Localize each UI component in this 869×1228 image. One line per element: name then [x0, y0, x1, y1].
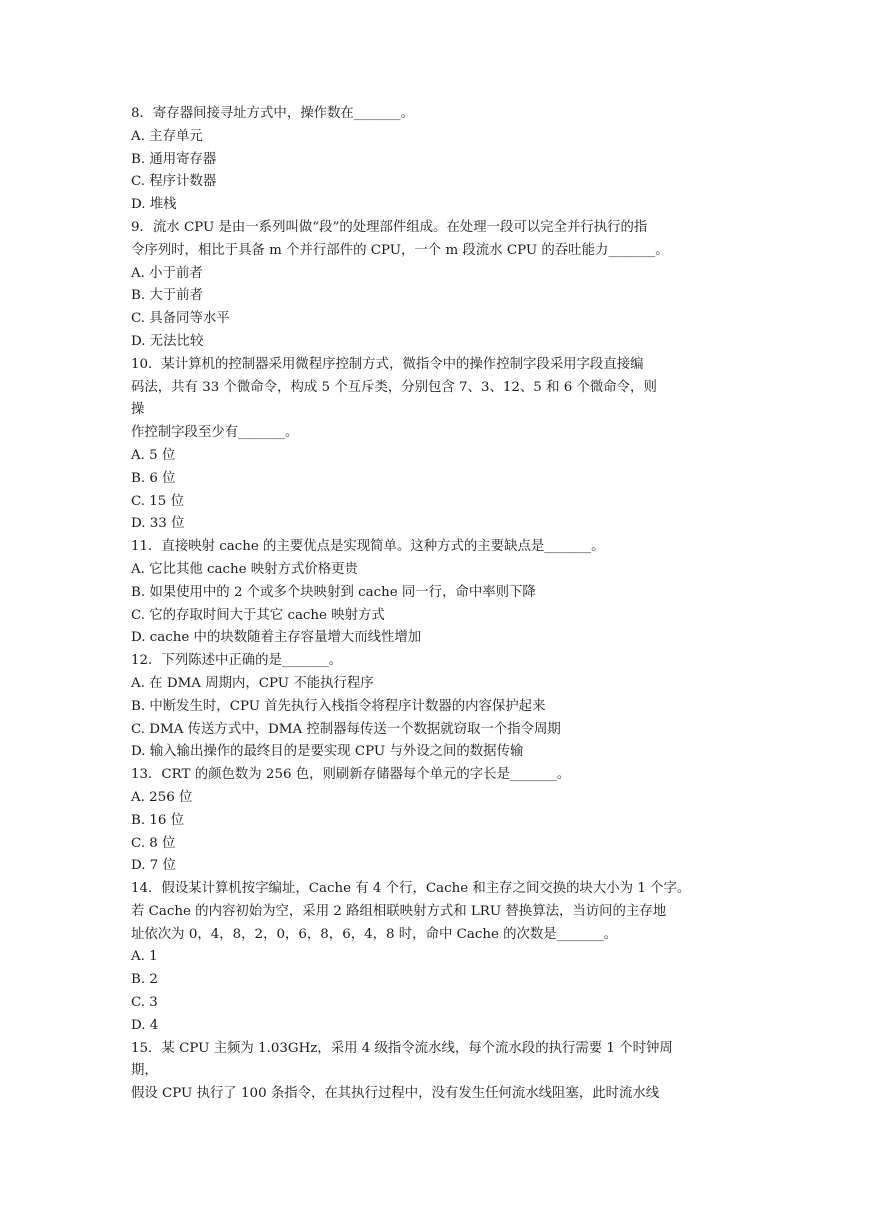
- text-line: 假设 CPU 执行了 100 条指令，在其执行过程中，没有发生任何流水线阻塞，此时流水线: [131, 1086, 660, 1102]
- text-line: A. 它比其他 cache 映射方式价格更贵: [131, 561, 358, 577]
- text-line: D. 无法比较: [131, 333, 204, 349]
- text-line: B. 大于前者: [131, 288, 203, 304]
- text-line: A. 小于前者: [131, 265, 203, 281]
- text-line: B. 通用寄存器: [131, 151, 217, 167]
- text-line: 若 Cache 的内容初始为空，采用 2 路组相联映射方式和 LRU 替换算法，当访问的主存地: [131, 903, 667, 919]
- text-line: B. 2: [131, 972, 158, 988]
- text-line: D. 33 位: [131, 516, 185, 532]
- text-line: 9．流水 CPU 是由一系列叫做“段”的处理部件组成。在处理一段可以完全并行执行的指: [131, 219, 648, 235]
- text-line: A. 256 位: [131, 789, 193, 805]
- text-line: C. 15 位: [131, 493, 184, 509]
- text-line: C. DMA 传送方式中，DMA 控制器每传送一个数据就窃取一个指令周期: [131, 721, 561, 737]
- text-line: B. 16 位: [131, 812, 185, 828]
- text-line: 10．某计算机的控制器采用微程序控制方式，微指令中的操作控制字段采用字段直接编: [131, 356, 644, 372]
- text-line: D. cache 中的块数随着主存容量增大而线性增加: [131, 630, 422, 646]
- text-line: 11．直接映射 cache 的主要优点是实现简单。这种方式的主要缺点是_______。: [131, 539, 605, 555]
- text-line: B. 6 位: [131, 470, 176, 486]
- text-line: 址依次为 0，4，8，2，0，6，8，6，4，8 时，命中 Cache 的次数是_______。: [131, 926, 617, 942]
- text-line: A. 在 DMA 周期内，CPU 不能执行程序: [131, 675, 374, 691]
- text-line: D. 输入输出操作的最终目的是要实现 CPU 与外设之间的数据传输: [131, 744, 524, 760]
- text-line: 令序列时，相比于具备 m 个并行部件的 CPU，一个 m 段流水 CPU 的吞吐能力_______。: [131, 242, 669, 258]
- text-line: C. 3: [131, 995, 158, 1011]
- text-line: A. 主存单元: [131, 128, 203, 144]
- document-page: [131, 103, 743, 1106]
- text-line: D. 堆栈: [131, 197, 177, 213]
- text-line: C. 它的存取时间大于其它 cache 映射方式: [131, 607, 385, 623]
- text-line: D. 4: [131, 1017, 159, 1033]
- text-line: B. 中断发生时，CPU 首先执行入栈指令将程序计数器的内容保护起来: [131, 698, 546, 714]
- text-line: 12．下列陈述中正确的是_______。: [131, 653, 343, 669]
- text-line: A. 5 位: [131, 447, 176, 463]
- text-line: 15．某 CPU 主频为 1.03GHz，采用 4 级指令流水线，每个流水段的执行需要 1 个时钟周: [131, 1040, 673, 1056]
- text-line: 期，: [131, 1063, 158, 1079]
- text-line: 操: [131, 402, 145, 418]
- text-line: D. 7 位: [131, 858, 176, 874]
- text-line: 作控制字段至少有_______。: [131, 425, 299, 441]
- text-line: C. 具备同等水平: [131, 311, 230, 327]
- text-line: 13．CRT 的颜色数为 256 色，则刷新存储器每个单元的字长是_______。: [131, 767, 571, 783]
- text-line: A. 1: [131, 949, 158, 965]
- text-line: 8．寄存器间接寻址方式中，操作数在_______。: [131, 106, 415, 121]
- text-line: 14．假设某计算机按字编址，Cache 有 4 个行，Cache 和主存之间交换的块大小为 1 个字。: [131, 881, 691, 897]
- text-line: B. 如果使用中的 2 个或多个块映射到 cache 同一行，命中率则下降: [131, 584, 536, 600]
- text-line: C. 程序计数器: [131, 174, 217, 190]
- text-line: C. 8 位: [131, 835, 176, 851]
- text-line: 码法，共有 33 个微命令，构成 5 个互斥类，分别包含 7、3、12、5 和 6 个微命令，则: [131, 379, 657, 395]
